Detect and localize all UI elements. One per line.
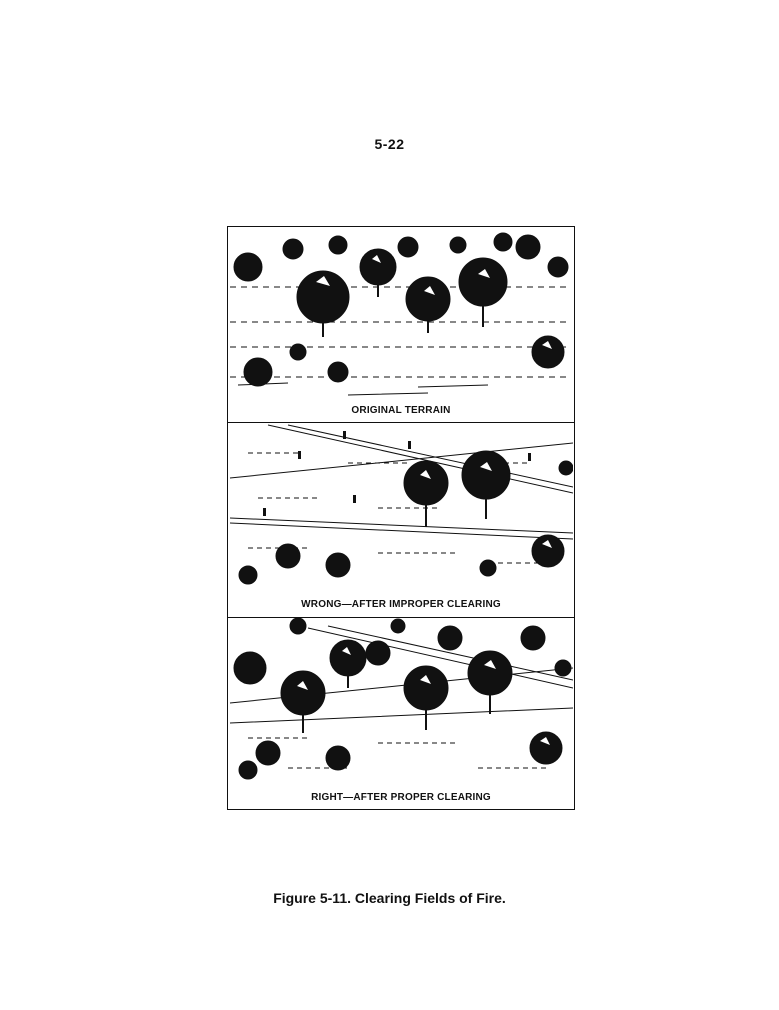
panel-label: WRONG—AFTER IMPROPER CLEARING <box>301 599 501 610</box>
wrong-clearing-illustration <box>228 423 573 597</box>
panel-original-terrain <box>228 227 574 423</box>
panel-wrong-clearing <box>228 423 574 618</box>
panel-label: ORIGINAL TERRAIN <box>351 405 451 416</box>
page-number: 5-22 <box>374 136 405 152</box>
right-clearing-illustration <box>228 618 573 790</box>
panel-label: RIGHT—AFTER PROPER CLEARING <box>311 792 491 803</box>
panel-right-clearing <box>228 618 574 809</box>
original-terrain-illustration <box>228 227 573 403</box>
figure-illustration <box>227 226 575 810</box>
figure-caption: Figure 5-11. Clearing Fields of Fire. <box>273 890 506 906</box>
